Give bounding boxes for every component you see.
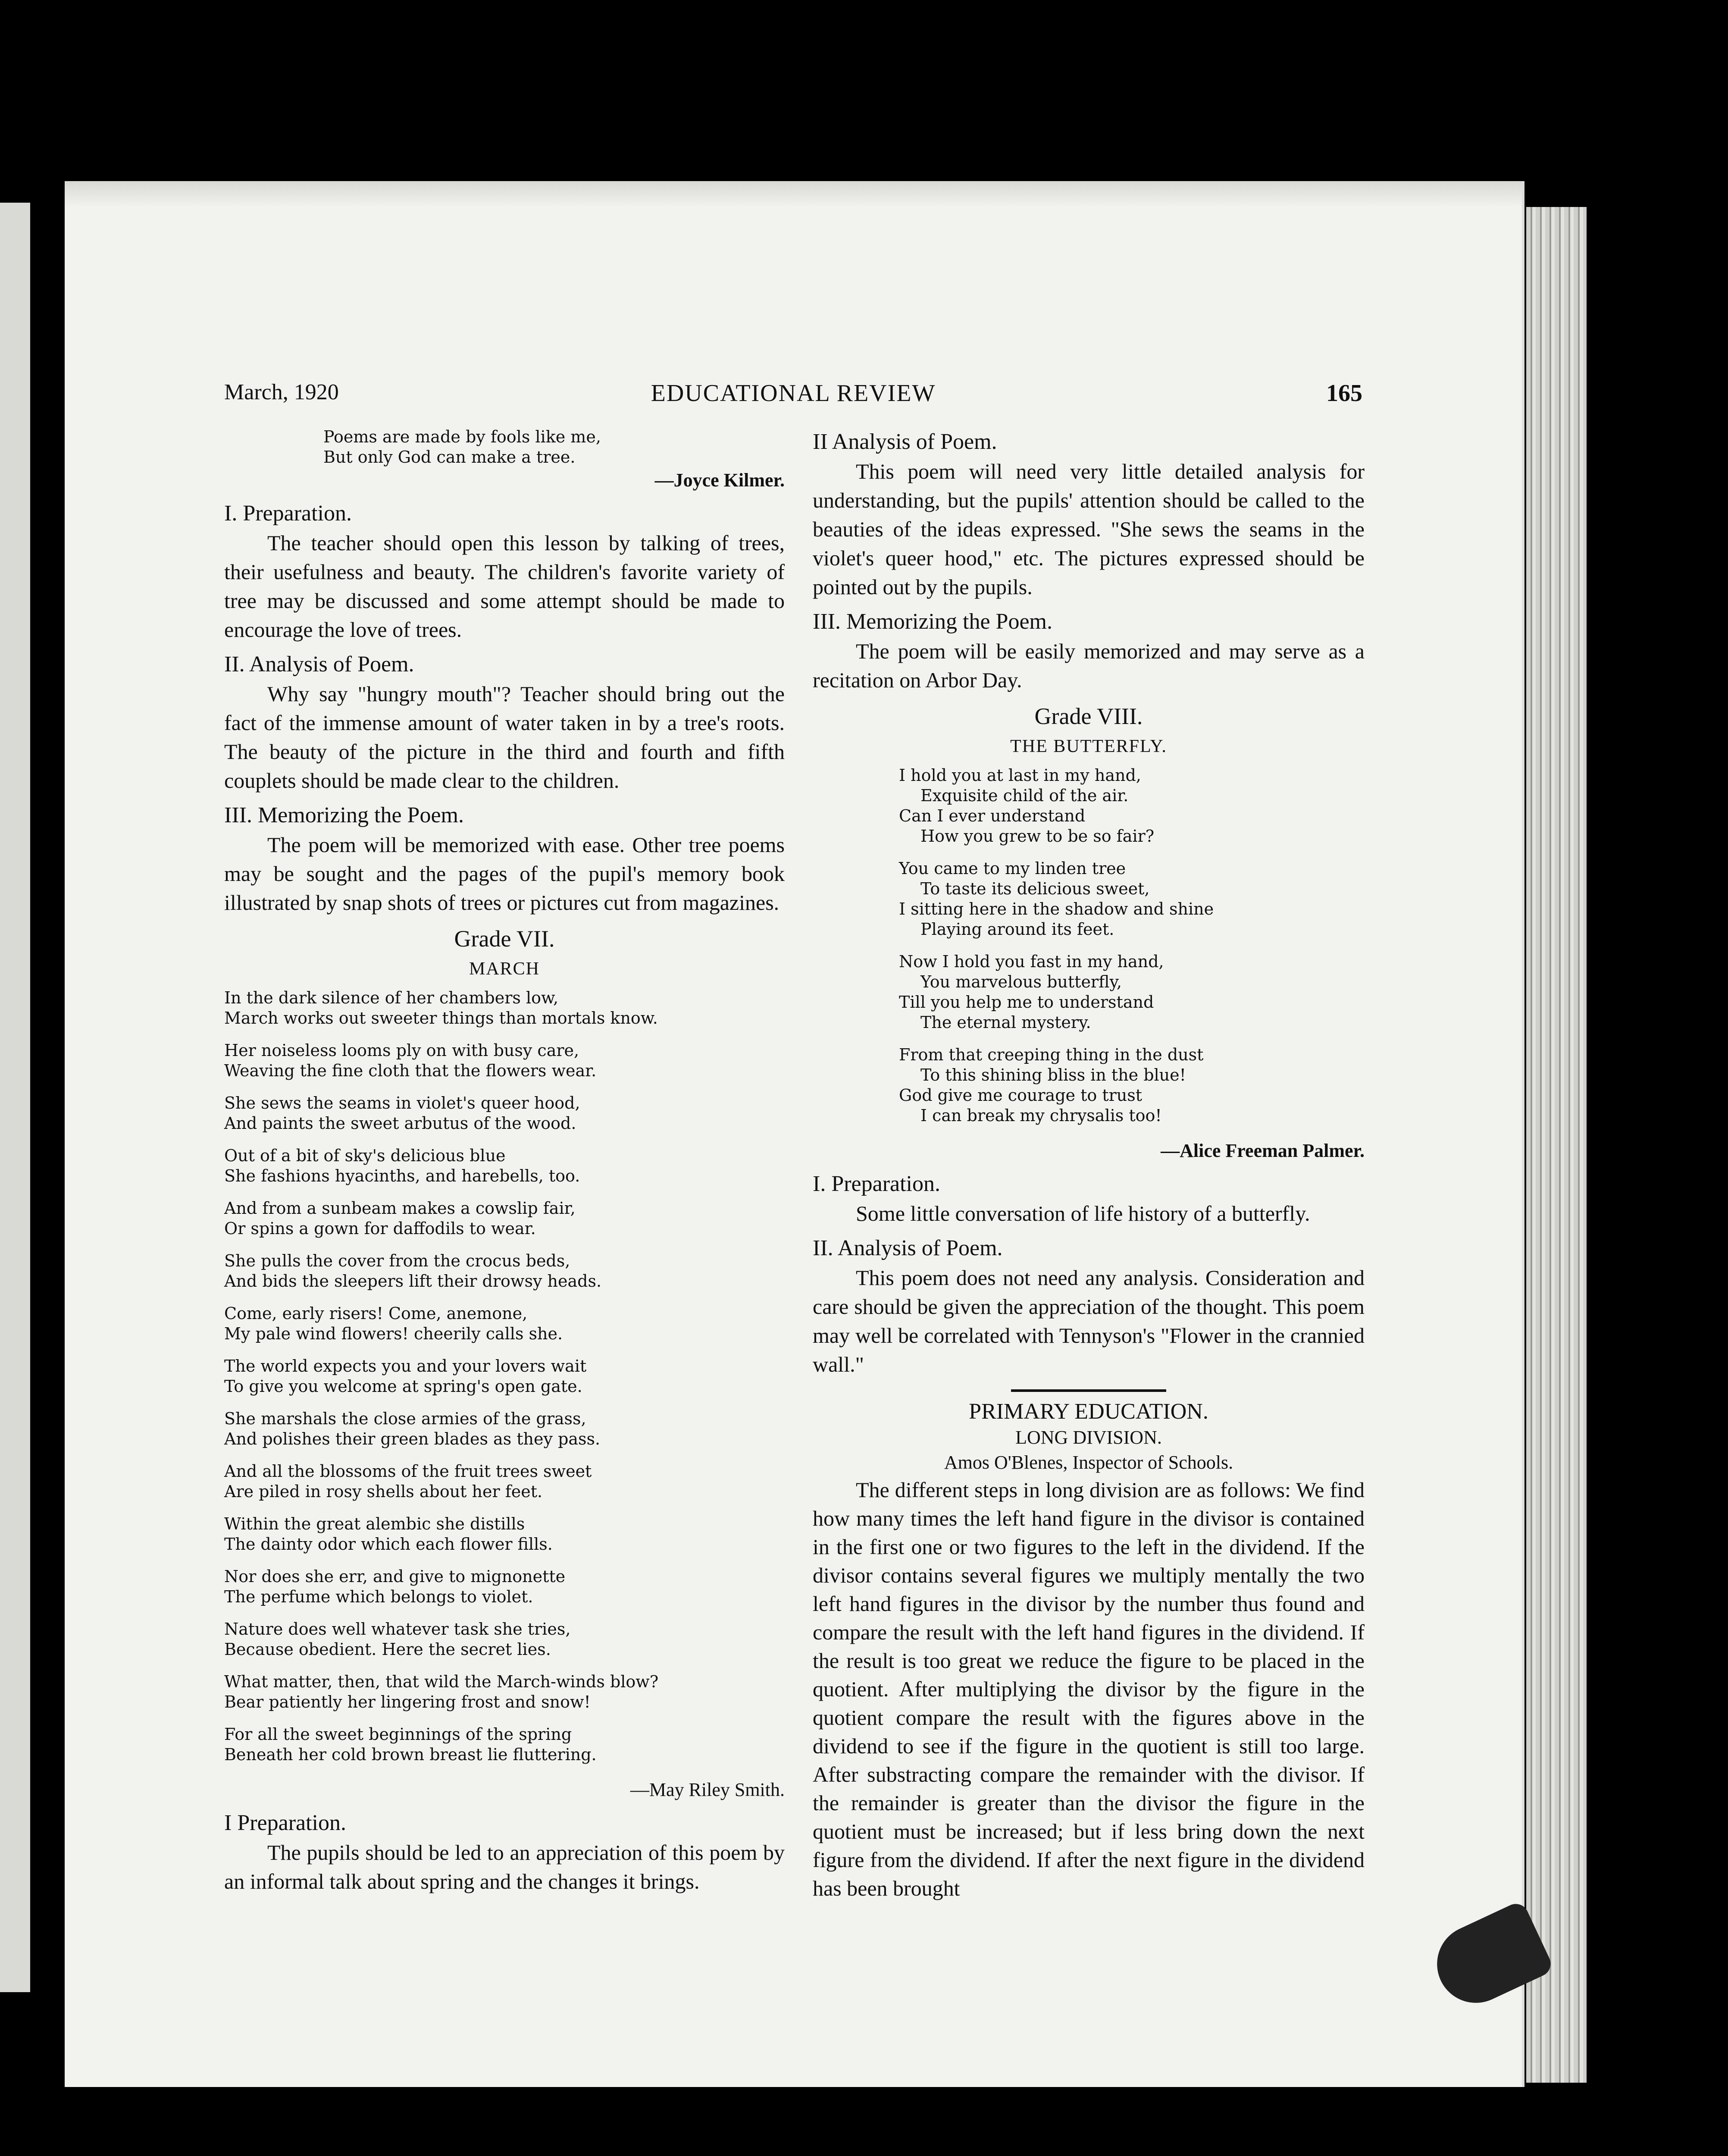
poem-stanza bbox=[224, 1619, 785, 1660]
poem-stanza bbox=[224, 1198, 785, 1239]
paragraph: The pupils should be led to an appreciation of this poem by an informal talk about spring and the changes it brings. bbox=[224, 1840, 785, 1893]
section-heading: III. Memorizing the Poem. bbox=[224, 803, 464, 827]
poem-line: Weaving the fine cloth that the flowers wear. bbox=[224, 1061, 597, 1080]
section-heading: I. Preparation. bbox=[224, 501, 352, 526]
paragraph: The different steps in long division are as follows: We find how many times the left hand figure in the divisor is contained in the first one or two figures to the left in the dividend. If the divisor contains several figures we multiply mentally the two left hand figures in the divisor by the number thus found and compare the result with the left hand figures in the dividend. If the result is too great we reduce the figure to be placed in the quotient. After multiplying the divisor by the figure in the quotient compare the result with the figures above in the dividend to see if the figure in the quotient is still too large. After substracting compare the remainder with the divisor. If the remainder is greater than the divisor the figure in the quotient must be increased; but if less bring down the next figure from the dividend. If after the next figure in the dividend has been brought bbox=[813, 1478, 1365, 1900]
section-heading: I. Preparation. bbox=[813, 1172, 941, 1196]
poem-line: Can I ever understand bbox=[899, 806, 1086, 825]
section-divider bbox=[1011, 1389, 1166, 1392]
paragraph: This poem does not need any analysis. Consideration and care should be given the appreciation of the thought. This poem may well be correlated with Tennyson's "Flower in the crannied wall." bbox=[813, 1266, 1365, 1376]
poem-attribution: —Alice Freeman Palmer. bbox=[1161, 1140, 1365, 1161]
poem-line: To taste its delicious sweet, bbox=[920, 879, 1150, 898]
poem-line: To this shining bliss in the blue! bbox=[920, 1065, 1186, 1084]
intro-poem bbox=[323, 427, 785, 467]
poem-line: Nature does well whatever task she tries, bbox=[224, 1620, 571, 1639]
book-page-edges bbox=[1526, 207, 1587, 2083]
poem-stanza bbox=[224, 1093, 785, 1134]
header-date: March, 1920 bbox=[224, 380, 339, 404]
page-number: 165 bbox=[1326, 380, 1362, 407]
poem-line: Come, early risers! Come, anemone, bbox=[224, 1304, 528, 1323]
poem-line: The perfume which belongs to violet. bbox=[224, 1587, 533, 1606]
poem-stanza bbox=[899, 952, 1365, 1033]
poem-stanza bbox=[224, 1567, 785, 1607]
right-column bbox=[813, 427, 1365, 1902]
paragraph: Some little conversation of life history of a butterfly. bbox=[856, 1201, 1310, 1225]
poem-line: Nor does she err, and give to mignonette bbox=[224, 1567, 566, 1586]
poem-stanza bbox=[224, 1356, 785, 1397]
poem-line: God give me courage to trust bbox=[899, 1086, 1143, 1105]
poem-line: Bear patiently her lingering frost and snow! bbox=[224, 1692, 591, 1711]
poem-line: You marvelous butterfly, bbox=[920, 972, 1122, 991]
poem-stanza bbox=[224, 1461, 785, 1502]
paragraph: The teacher should open this lesson by talking of trees, their usefulness and beauty. The children's favorite variety of tree may be discussed and some attempt should be made to encourage the love of trees. bbox=[224, 531, 785, 642]
poem-line: From that creeping thing in the dust bbox=[899, 1045, 1204, 1064]
poem-line: Beneath her cold brown breast lie fluttering. bbox=[224, 1745, 597, 1764]
poem-line: And all the blossoms of the fruit trees sweet bbox=[224, 1462, 592, 1481]
poem-attribution: —May Riley Smith. bbox=[630, 1779, 785, 1800]
poem-line: Because obedient. Here the secret lies. bbox=[224, 1640, 551, 1659]
poem-line: How you grew to be so fair? bbox=[920, 827, 1155, 846]
poem-march bbox=[224, 988, 785, 1765]
grade-heading: Grade VIII. bbox=[1034, 703, 1143, 729]
poem-line: She fashions hyacinths, and harebells, too. bbox=[224, 1166, 580, 1185]
poem-line: The eternal mystery. bbox=[920, 1013, 1091, 1032]
poem-line: She marshals the close armies of the grass, bbox=[224, 1409, 586, 1428]
poem-line: I hold you at last in my hand, bbox=[899, 766, 1141, 785]
poem-stanza bbox=[224, 1514, 785, 1554]
poem-stanza bbox=[224, 988, 785, 1028]
poem-line: Are piled in rosy shells about her feet. bbox=[224, 1482, 543, 1501]
poem-stanza bbox=[224, 1040, 785, 1081]
poem-line: Or spins a gown for daffodils to wear. bbox=[224, 1219, 536, 1238]
paragraph: This poem will need very little detailed analysis for understanding, but the pupils' attention should be called to the beauties of the ideas expressed. "She sews the seams in the violet's queer hood," etc. The pictures expressed should be pointed out by the pupils. bbox=[813, 459, 1365, 599]
section-subtitle: LONG DIVISION. bbox=[1015, 1427, 1162, 1448]
intro-attribution: —Joyce Kilmer. bbox=[654, 470, 785, 491]
poem-line: For all the sweet beginnings of the spring bbox=[224, 1725, 572, 1744]
poem-line: Within the great alembic she distills bbox=[224, 1514, 525, 1533]
poem-line: And polishes their green blades as they pass. bbox=[224, 1429, 601, 1448]
poem-line: She pulls the cover from the crocus beds, bbox=[224, 1251, 570, 1270]
poem-stanza bbox=[224, 1251, 785, 1291]
poem-line: And paints the sweet arbutus of the wood. bbox=[224, 1114, 576, 1133]
poem-line: But only God can make a tree. bbox=[323, 448, 576, 467]
poem-stanza bbox=[224, 1146, 785, 1186]
poem-line: Poems are made by fools like me, bbox=[323, 427, 601, 446]
adjacent-page-edge bbox=[0, 203, 30, 1992]
poem-stanza bbox=[224, 1724, 785, 1765]
poem-line: I can break my chrysalis too! bbox=[920, 1106, 1162, 1125]
section-title: PRIMARY EDUCATION. bbox=[969, 1399, 1208, 1424]
poem-line: To give you welcome at spring's open gate. bbox=[224, 1377, 582, 1396]
poem-line: March works out sweeter things than mortals know. bbox=[224, 1009, 658, 1028]
poem-title: THE BUTTERFLY. bbox=[1010, 736, 1167, 756]
poem-line: And bids the sleepers lift their drowsy heads. bbox=[224, 1272, 602, 1291]
poem-line: The dainty odor which each flower fills. bbox=[224, 1535, 553, 1554]
running-header bbox=[224, 379, 1362, 418]
section-heading: I Preparation. bbox=[224, 1811, 347, 1835]
poem-line: And from a sunbeam makes a cowslip fair, bbox=[224, 1199, 576, 1218]
poem-stanza bbox=[224, 1672, 785, 1712]
grade-heading: Grade VII. bbox=[454, 926, 555, 952]
paragraph: The poem will be memorized with ease. Other tree poems may be sought and the pages of the pupil's memory book illustrated by snap shots of trees or pictures cut from magazines. bbox=[224, 833, 785, 915]
poem-line: Out of a bit of sky's delicious blue bbox=[224, 1146, 506, 1165]
paragraph: Why say "hungry mouth"? Teacher should bring out the fact of the immense amount of water taken in by a tree's roots. The beauty of the picture in the third and fourth and fifth couplets should be made clear to the children. bbox=[224, 682, 785, 793]
paragraph: The poem will be easily memorized and may serve as a recitation on Arbor Day. bbox=[813, 639, 1365, 692]
poem-line: She sews the seams in violet's queer hood, bbox=[224, 1094, 580, 1112]
poem-butterfly bbox=[899, 765, 1365, 1126]
section-heading: III. Memorizing the Poem. bbox=[813, 609, 1052, 634]
poem-stanza bbox=[899, 859, 1365, 940]
poem-line: Now I hold you fast in my hand, bbox=[899, 952, 1164, 971]
journal-title: EDUCATIONAL REVIEW bbox=[651, 380, 936, 407]
poem-line: Playing around its feet. bbox=[920, 920, 1114, 939]
left-column bbox=[224, 427, 785, 1896]
poem-title: MARCH bbox=[469, 959, 540, 979]
poem-line: You came to my linden tree bbox=[899, 859, 1126, 878]
poem-line: Till you help me to understand bbox=[899, 993, 1154, 1012]
poem-line: I sitting here in the shadow and shine bbox=[899, 899, 1214, 918]
poem-stanza bbox=[224, 1304, 785, 1344]
poem-stanza bbox=[899, 765, 1365, 846]
poem-line: My pale wind flowers! cheerily calls she. bbox=[224, 1324, 563, 1343]
section-heading: II. Analysis of Poem. bbox=[224, 652, 414, 677]
poem-stanza bbox=[899, 1045, 1365, 1126]
poem-line: In the dark silence of her chambers low, bbox=[224, 988, 559, 1007]
poem-line: Exquisite child of the air. bbox=[920, 786, 1129, 805]
poem-line: Her noiseless looms ply on with busy care, bbox=[224, 1041, 579, 1060]
section-heading: II. Analysis of Poem. bbox=[813, 1236, 1003, 1260]
poem-line: The world expects you and your lovers wait bbox=[224, 1357, 587, 1376]
section-heading: II Analysis of Poem. bbox=[813, 429, 997, 454]
poem-stanza bbox=[224, 1409, 785, 1449]
byline: Amos O'Blenes, Inspector of Schools. bbox=[944, 1452, 1233, 1473]
page-top-shadow bbox=[65, 181, 1522, 207]
poem-line: What matter, then, that wild the March-winds blow? bbox=[224, 1672, 659, 1691]
